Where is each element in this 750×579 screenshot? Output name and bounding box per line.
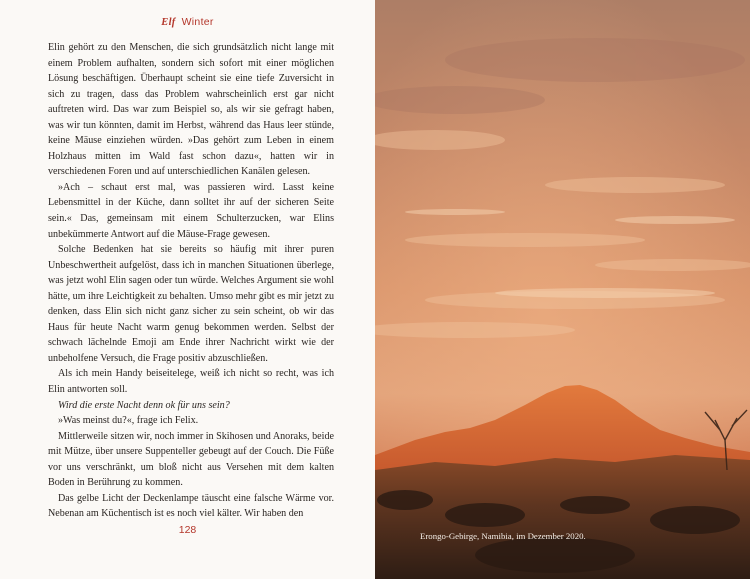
body-text bbox=[48, 40, 334, 522]
paragraph: Als ich mein Handy beiseitelege, weiß ich nicht so recht, was ich Elin antworten soll. bbox=[48, 368, 334, 396]
landscape-photo bbox=[375, 0, 750, 579]
paragraph: »Ach – schaut erst mal, was passieren wird. Lasst keine Lebensmittel in der Küche, dann solltet ihr auf der sicheren Seite sein.« Das, gemeinsam mit einem Schulterzucken, war Elins unbekümmerte Antwort auf die Mäuse-Frage gewesen. bbox=[48, 181, 334, 240]
paragraph: Solche Bedenken hat sie bereits so häufig mit ihrer puren Unbeschwertheit aufgelöst, dass ich in manchen Situationen überlege, was jetzt wohl Elin sagen oder tun würde. Welches Argument sie wohl hätte, um ihre Leichtigkeit zu behalten. Umso mehr gibt es mir jetzt zu denken, dass Elin sich nicht ganz sicher zu sein scheint, ob wir das Haus für heute Nacht warm genug bekommen werden. Selbst der schwach lächelnde Emoji am Ende ihrer Nachricht wirkt wie der unbeholfene Versuch, die Frage positiv abzuschließen. bbox=[48, 244, 334, 364]
paragraph: Elin gehört zu den Menschen, die sich grundsätzlich nicht lange mit einem Problem aufhalten, sondern sich sofort mit einer möglichen Lösung beschäftigen. Überhaupt scheint sie eine tiefe Zuversicht in sich zu tragen, dass das Problem wahrscheinlich erst gar nicht auftreten wird. Das war zum Beispiel so, als wir sie gefragt haben, was wir tun könnten, damit im Herbst, während das Haus leer stünde, keine Mäuse einziehen würden. »Das gehört zum Leben in einem Holzhaus mitten im Wald fast schon dazu«, hatten wir in verschiedenen Foren und auf unterschiedlichen Kanälen gelesen. bbox=[48, 42, 334, 178]
running-header bbox=[0, 16, 375, 30]
sunset-mountain-image bbox=[375, 0, 750, 579]
paragraph: Mittlerweile sitzen wir, noch immer in Skihosen und Anoraks, beide mit Mütze, über unsere Suppenteller gebeugt auf der Couch. Die Füße vor uns verschränkt, um bloß nicht aus Versehen mit dem kalten Boden in Berührung zu kommen. bbox=[48, 430, 334, 489]
paragraph: Das gelbe Licht der Deckenlampe täuscht eine falsche Wärme vor. Nebenan am Küchentisch ist es noch viel kälter. Wir haben den bbox=[48, 492, 334, 520]
page-number: 128 bbox=[178, 524, 197, 536]
chapter-number: Elf bbox=[161, 17, 176, 28]
photo-caption: Erongo-Gebirge, Namibia, im Dezember 2020. bbox=[420, 531, 586, 541]
paragraph: »Was meinst du?«, frage ich Felix. bbox=[58, 415, 199, 427]
chapter-title: Winter bbox=[181, 16, 214, 28]
paragraph-message: Wird die erste Nacht denn ok für uns sein? bbox=[58, 399, 230, 411]
